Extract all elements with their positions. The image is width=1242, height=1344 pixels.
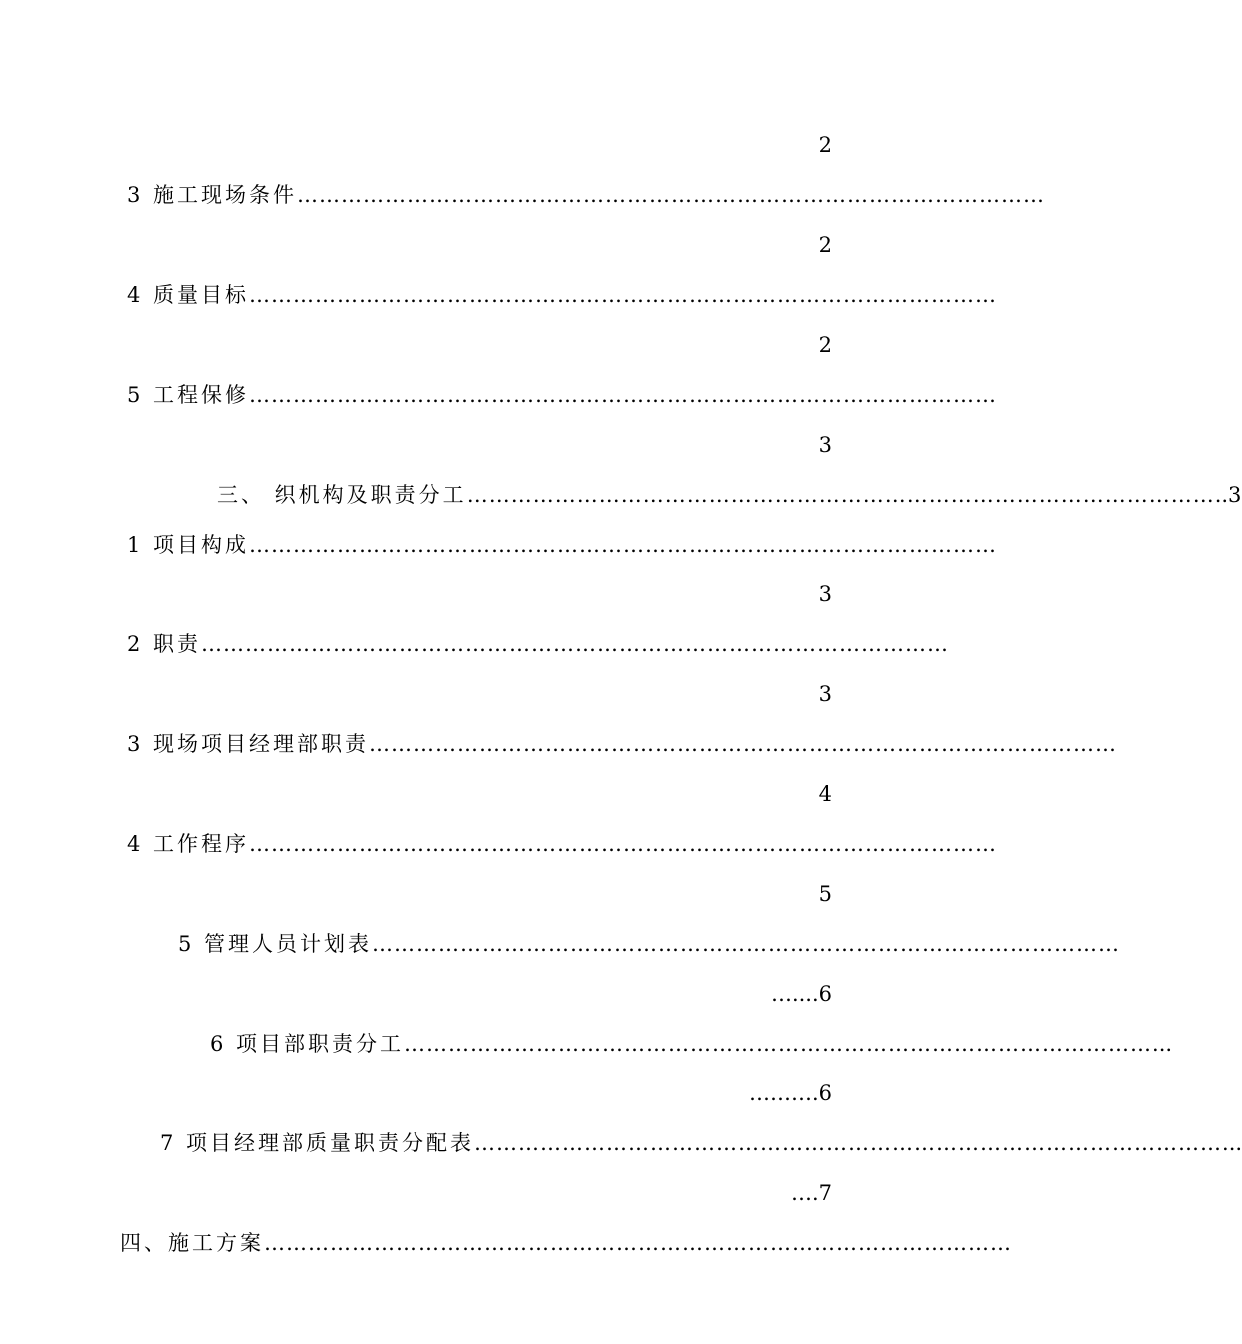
toc-page-number: 3 [818,682,832,706]
toc-page-number: 5 [818,882,832,906]
toc-entry-text: 6 项目部职责分工 [210,1032,405,1056]
toc-entry-text: 1 项目构成 [127,533,250,557]
toc-page-number: ….7 [790,1181,832,1205]
toc-page-number: 2 [818,133,832,157]
toc-page-number: 3 [818,582,832,606]
toc-entry-text: 四、施工方案 [120,1231,264,1255]
toc-entry-suffix: ..3 [1214,483,1242,507]
toc-entry-suffix: ... [1222,1131,1242,1155]
toc-entry[interactable] [0,528,998,562]
toc-leader-dots: ………………………………………………………………………………………… [264,1231,1012,1255]
toc-entry-suffix: ... [1152,1032,1173,1056]
toc-entry[interactable] [0,478,1242,512]
toc-leader-dots: ………………………………………………………………………………………… [249,283,998,307]
toc-entry-text: 3 施工现场条件 [127,183,298,207]
toc-entry[interactable] [0,627,950,661]
toc-leader-dots: ………………………………………………………………………………………… [404,1032,1153,1056]
toc-entry[interactable] [0,378,998,412]
toc-entry[interactable] [0,178,1046,212]
toc-page-number: 2 [818,333,832,357]
toc-entry[interactable] [0,727,1118,761]
toc-page-number: 3 [818,433,832,457]
toc-entry-text: 7 项目经理部质量职责分配表 [160,1131,475,1155]
toc-entry-text: 4 工作程序 [127,832,250,856]
toc-leader-dots: ………………………………………………………………………………………… [249,832,998,856]
toc-leader-dots: ………………………………………………………………………………………… [249,533,998,557]
toc-page-number: 2 [818,233,832,257]
toc-leader-dots: ………………………………………………………………………………………… [249,383,998,407]
toc-leader-dots: ………………………………………………………………………………………… [474,1131,1223,1155]
toc-page-number: 4 [818,782,832,806]
toc-page-number: ……….6 [748,1081,832,1105]
toc-entry[interactable] [0,1126,1242,1160]
toc-page-number: …....6 [770,982,832,1006]
toc-leader-dots: ………………………………………………………………………………………… [369,732,1118,756]
toc-entry-text: 5 管理人员计划表 [178,932,373,956]
toc-leader-dots: ………………………………………………………………………………………… [297,183,1046,207]
toc-entry-text: 3 现场项目经理部职责 [127,732,370,756]
toc-entry[interactable] [0,827,998,861]
toc-entry-text: 5 工程保修 [127,383,250,407]
toc-entry-text: 4 质量目标 [127,283,250,307]
toc-entry[interactable] [0,1027,1173,1061]
toc-entry-text: 三、 织机构及职责分工 [217,483,467,507]
toc-entry[interactable] [0,927,1121,961]
toc-entry-text: 2 职责 [127,632,202,656]
toc-leader-dots: ………………………………………………………………………………………… [201,632,950,656]
toc-leader-dots: ………………………………………………………………………………………… [466,483,1215,507]
toc-leader-dots: ………………………………………………………………………………………… [372,932,1121,956]
toc-entry[interactable] [0,278,998,312]
toc-entry[interactable] [0,1226,1012,1260]
